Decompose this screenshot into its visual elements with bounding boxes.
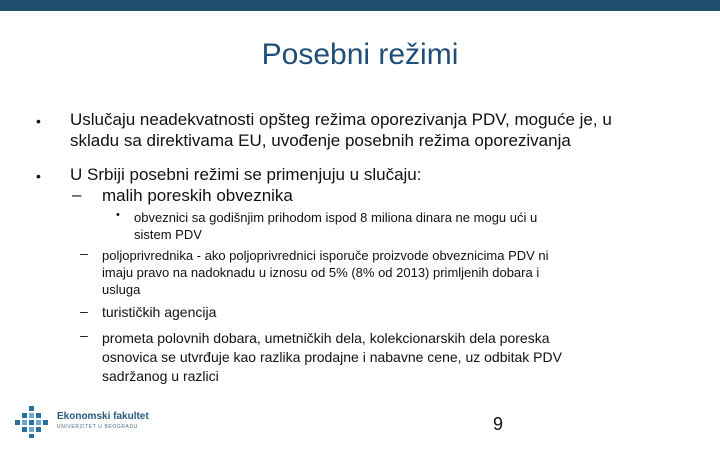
- dash-marker: –: [80, 303, 88, 319]
- sub-item-1: malih poreskih obveznika: [102, 186, 293, 205]
- bullet-1-line-1: Uslučaju neadekvatnosti opšteg režima oporezivanja PDV, moguće je, u: [70, 110, 612, 129]
- sub-4-line-1: prometa polovnih dobara, umetničkih dela, kolekcionarskih dela poreska: [102, 330, 550, 346]
- bullet-dot: •: [36, 113, 41, 129]
- page-number: 9: [493, 414, 504, 434]
- sub-2-line-3: usluga: [102, 282, 141, 297]
- sub-2-line-2: imaju pravo na nadoknadu u iznosu od 5% (8% od 2013) primljenih dobara i: [102, 265, 540, 280]
- sub-3-text: turističkih agencija: [102, 304, 217, 320]
- sub-4-line-2: osnovica se utvrđuje kao razlika prodajne i nabavne cene, uz odbitak PDV: [102, 349, 562, 365]
- dash-marker: –: [80, 327, 88, 343]
- bullet-2-text: U Srbiji posebni režimi se primenjuju u slučaju:: [70, 165, 422, 184]
- sub-4-line-3: sadržanog u razlici: [102, 368, 219, 384]
- dash-marker: –: [72, 185, 82, 204]
- slide-title: Posebni režimi: [261, 38, 459, 71]
- faculty-logo-icon: [12, 405, 52, 439]
- top-bar: [0, 0, 720, 11]
- bullet-dot-small: •: [116, 209, 120, 221]
- logo-name: Ekonomski fakultet: [57, 411, 149, 422]
- dash-marker: –: [80, 245, 88, 261]
- bullet-dot: •: [36, 168, 41, 184]
- bullet-1-line-2: skladu sa direktivama EU, uvođenje posebnih režima oporezivanja: [70, 131, 571, 150]
- sub-1-detail-line-2: sistem PDV: [134, 227, 202, 242]
- sub-1-detail-line-1: obveznici sa godišnjim prihodom ispod 8 miliona dinara ne mogu ući u: [134, 210, 538, 225]
- sub-2-line-1: poljoprivrednika - ako poljoprivrednici isporuče proizvode obveznicima PDV ni: [102, 248, 549, 263]
- logo-subtitle: UNIVERZITET U BEOGRADU: [57, 424, 138, 430]
